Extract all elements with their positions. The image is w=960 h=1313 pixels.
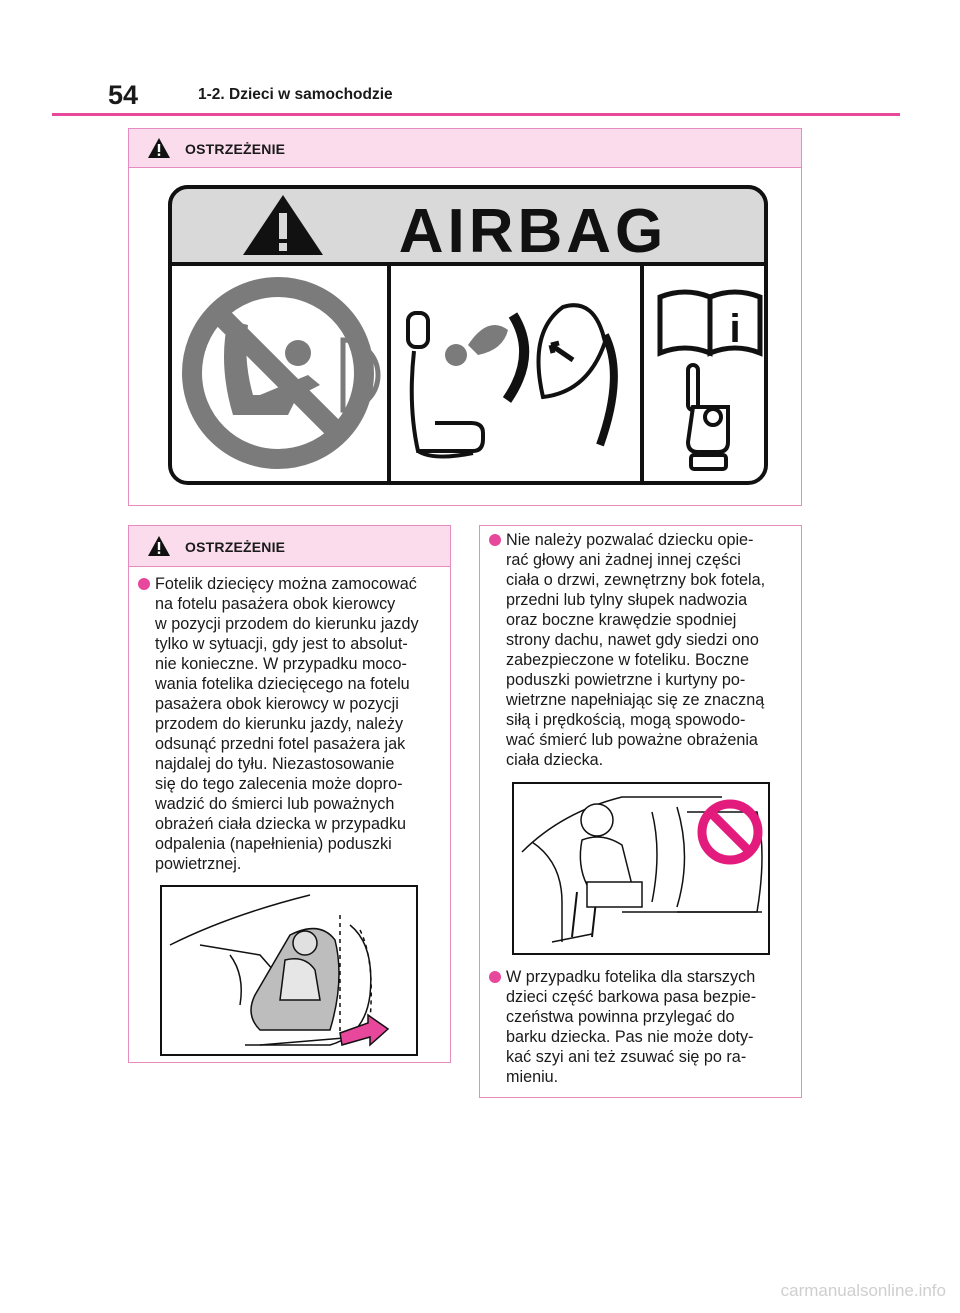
read-manual-icon <box>660 292 760 353</box>
warning-box-right <box>479 525 802 1098</box>
child-leaning-illustration <box>512 782 770 955</box>
warning-label: OSTRZEŻENIE <box>185 141 286 157</box>
warning-box-airbag <box>128 128 802 506</box>
warning-bullet <box>484 530 822 770</box>
warning-header <box>129 526 450 567</box>
warning-label: OSTRZEŻENIE <box>185 539 286 555</box>
child-seat-illustration <box>160 885 418 1056</box>
section-title: 1-2. Dzieci w samochodzie <box>198 86 393 103</box>
bullet-icon <box>489 534 501 546</box>
warning-bullet <box>484 967 822 1087</box>
warning-text: Nie należy pozwalać dziecku opie- rać głowy ani żadnej innej części ciała o drzwi, zewnętrzny bok fotela, przedni lub tylny słupek nadwozia oraz boczne krawędzie spodniej strony dachu, nawet gdy siedzi ono zabezpieczone w foteliku. Boczne poduszki powietrzne i kurtyny po- wietrzne napełniając się ze znaczną siłą i prędkością, mogą spowodo- wać śmierć lub poważne obrażenia ciała dziecka. <box>506 531 766 769</box>
airbag-title: AIRBAG <box>398 197 668 266</box>
warning-triangle-icon <box>147 535 171 557</box>
svg-text:i: i <box>729 307 741 351</box>
airbag-warning-label <box>168 185 768 485</box>
watermark: carmanualsonline.info <box>780 1281 946 1300</box>
warning-box-left <box>128 525 451 1063</box>
warning-text: W przypadku fotelika dla starszych dzieci część barkowa pasa bezpie- czeństwa powinna przylegać do barku dziecka. Pas nie może doty- kać szyi ani też zsuwać się po ra- mieniu. <box>506 968 757 1086</box>
warning-bullet <box>133 574 471 874</box>
warning-header <box>129 129 801 168</box>
warning-text: Fotelik dziecięcy można zamocować na fotelu pasażera obok kierowcy w pozycji przodem do kierunku jazdy tylko w sytuacji, gdy jest to absolut- nie konieczne. W przypadku moco- wania fotelika dziecięcego na fotelu pasażera obok kierowcy w pozycji przodem do kierunku jazdy, należy odsunąć przedni fotel pasażera jak najdalej do tyłu. Niezastosowanie się do tego zalecenia może dopro- wadzić do śmierci lub poważnych obrażeń ciała dziecka w przypadku odpalenia (napełnienia) poduszki powietrznej. <box>155 575 419 873</box>
bullet-icon <box>489 971 501 983</box>
warning-triangle-icon <box>147 137 171 159</box>
header-divider <box>52 113 900 116</box>
bullet-icon <box>138 578 150 590</box>
page-number: 54 <box>108 80 139 110</box>
